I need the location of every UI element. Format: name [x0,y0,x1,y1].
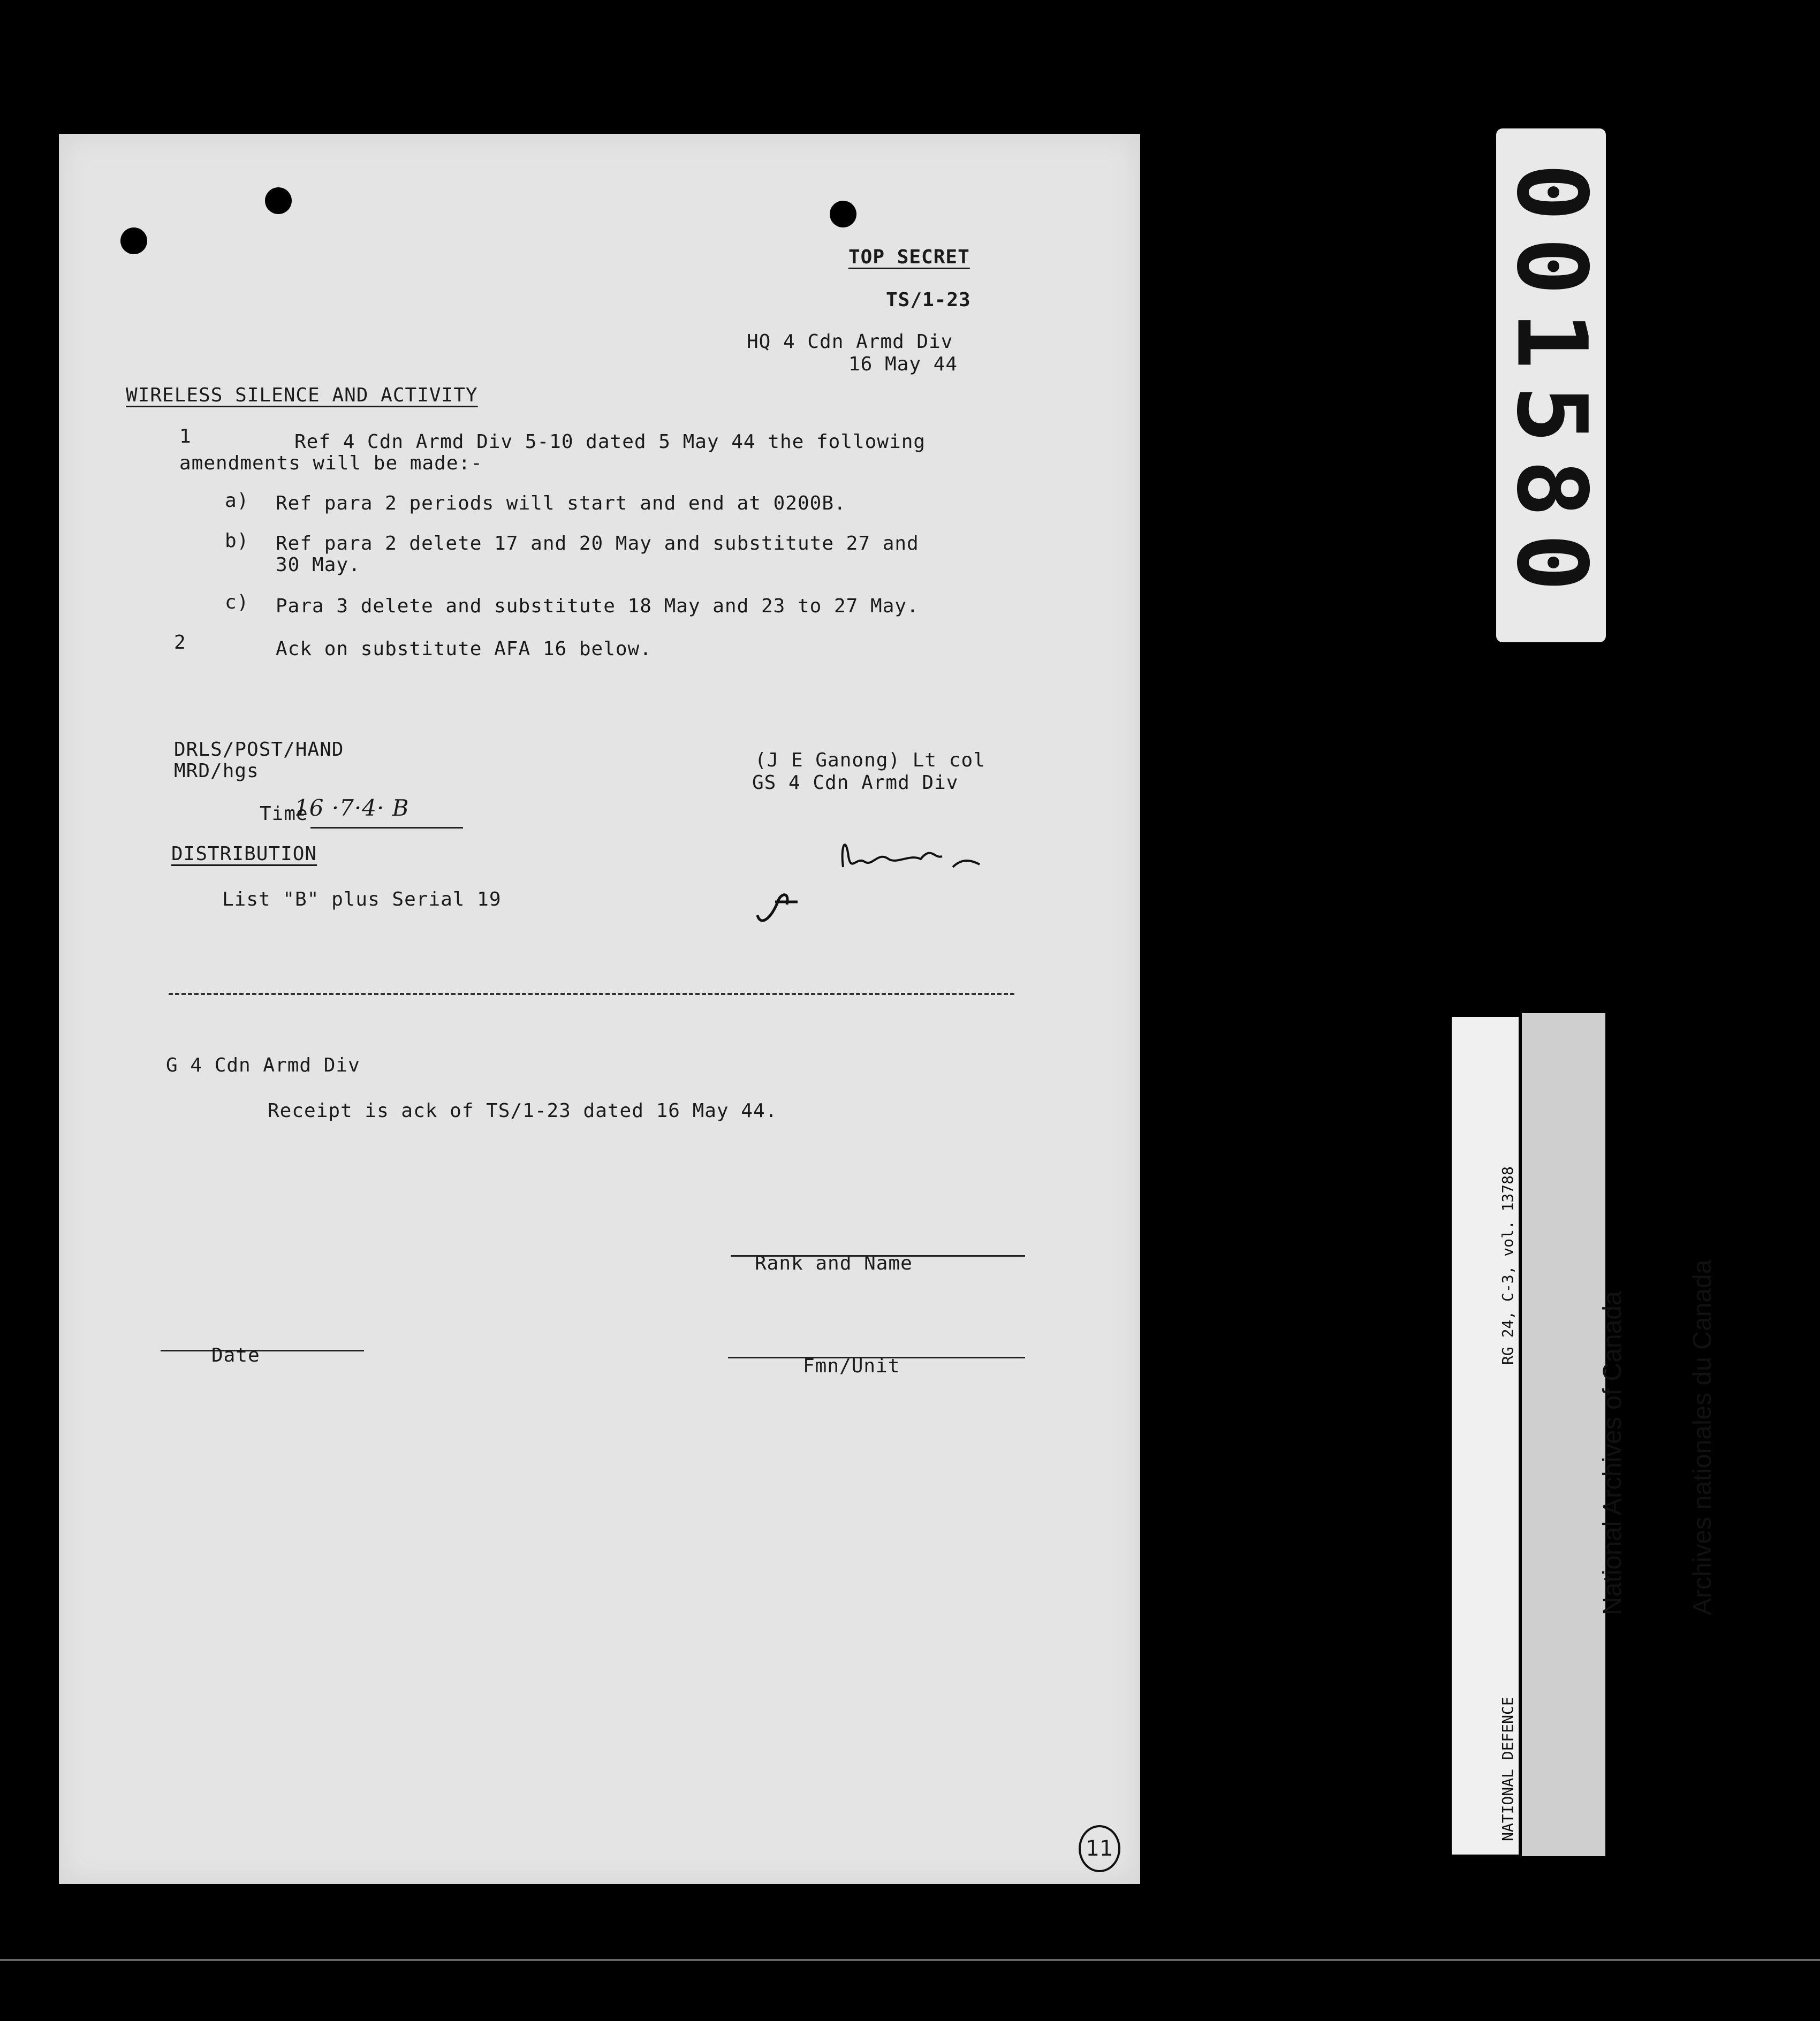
ack-addressee: G 4 Cdn Armd Div [166,1054,360,1076]
signatory-title: GS 4 Cdn Armd Div [752,772,959,794]
punch-hole [830,201,856,227]
headquarters: HQ 4 Cdn Armd Div [747,331,953,353]
item-b-line-1: Ref para 2 delete 17 and 20 May and substitute 27 and [276,533,919,554]
archive-reference-label [1452,1017,1519,1855]
signatory-name: (J E Ganong) Lt col [755,749,985,771]
item-a-label: a) [225,490,249,512]
time-handwritten: 16 ·7·4· B [294,795,410,821]
reference-initials: MRD/hgs [174,760,259,782]
record-group-ref: RG 24, C-3, vol. 13788 [1499,1166,1516,1365]
subject-heading: WIRELESS SILENCE AND ACTIVITY [126,384,478,406]
dispatch-method: DRLS/POST/HAND [174,739,344,761]
microfilm-frame-number [1496,128,1606,642]
document-page [59,134,1140,1884]
punch-hole [265,187,292,214]
file-reference: TS/1-23 [886,289,971,311]
national-defence-en: NATIONAL DEFENCE [1499,1697,1516,1841]
archives-name-en: National Archives of Canada [1598,1291,1627,1615]
para-2-text: Ack on substitute AFA 16 below. [276,638,652,660]
punch-hole [120,227,147,254]
item-a-text: Ref para 2 periods will start and end at 0200B. [276,492,846,514]
folio-number: 11 [1079,1825,1120,1872]
archives-name-fr: Archives nationales du Canada [1688,1259,1717,1615]
para-2-number: 2 [174,632,186,654]
date-line [161,1350,364,1351]
rank-name-label: Rank and Name [755,1252,913,1274]
item-c-text: Para 3 delete and substitute 18 May and 23 to 27 May. [276,595,919,617]
para-1-line-1: Ref 4 Cdn Armd Div 5-10 dated 5 May 44 the following [294,431,926,453]
item-b-line-2: 30 May. [276,554,361,576]
distribution-text: List "B" plus Serial 19 [222,888,502,910]
unit-label: Fmn/Unit [803,1355,900,1377]
tear-off-line [169,993,1014,995]
handwritten-signature [749,835,1049,942]
classification: TOP SECRET [848,246,970,268]
time-underline [310,827,463,829]
document-date: 16 May 44 [848,353,958,375]
frame-edge [0,1959,1820,1961]
para-1-number: 1 [179,426,192,447]
item-c-label: c) [225,591,249,613]
frame-number-text: 001580 [1495,163,1607,608]
para-1-line-2: amendments will be made:- [179,452,483,474]
distribution-heading: DISTRIBUTION [171,843,317,865]
archives-canada-label [1522,1013,1717,1856]
ack-text: Receipt is ack of TS/1-23 dated 16 May 44. [268,1100,778,1122]
date-label: Date [211,1344,260,1366]
archives-name [1538,1260,1778,1615]
time-label: Time [260,803,308,825]
item-b-label: b) [225,530,249,552]
